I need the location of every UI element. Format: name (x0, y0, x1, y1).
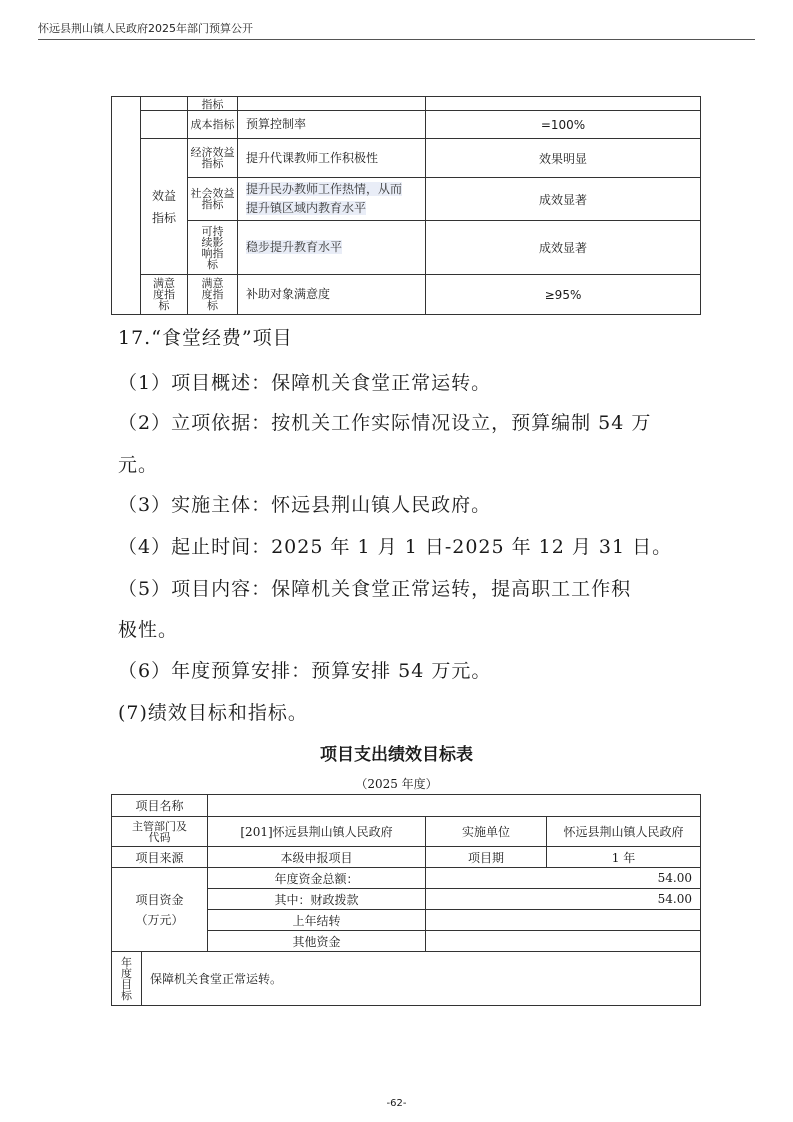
funds-unit-text: （万元） (135, 912, 184, 927)
performance-indicator-table (111, 96, 701, 315)
indicator-subtype: 满意度指标 (188, 275, 238, 315)
dept-label: 主管部门及代码 (112, 817, 208, 847)
period-value: 1 年 (547, 847, 701, 868)
project-basis-line1: （2）立项依据：按机关工作实际情况设立，预算编制 54 万 (118, 412, 652, 434)
indicator-value (426, 97, 701, 111)
dept-value: [201]怀远县荆山镇人民政府 (208, 817, 426, 847)
other-funds-value (426, 931, 701, 952)
header-divider (38, 39, 755, 40)
project-overview: （1）项目概述：保障机关食堂正常运转。 (118, 372, 492, 394)
funds-label (112, 868, 208, 952)
funds-label-text: 项目资金 (135, 892, 184, 907)
project-implementer: （3）实施主体：怀远县荆山镇人民政府。 (118, 494, 492, 516)
indicator-group-benefit: 效益指标 (141, 139, 188, 275)
other-funds-label: 其他资金 (208, 931, 426, 952)
indicator-name-text: 稳步提升教育水平 (246, 240, 343, 254)
carryover-value (426, 910, 701, 931)
indicator-name: 提升代课教师工作积极性 (238, 139, 426, 178)
project-basis-line2: 元。 (118, 454, 159, 476)
indicator-value: 成效显著 (426, 221, 701, 275)
table1-group-cell (141, 111, 188, 139)
total-funds-label: 年度资金总额： (208, 868, 426, 889)
indicator-name (238, 97, 426, 111)
indicator-group-satisfaction: 满意度指标 (141, 275, 188, 315)
fiscal-funds-label: 其中：财政拨款 (208, 889, 426, 910)
project-budget: （6）年度预算安排：预算安排 54 万元。 (118, 660, 492, 682)
indicator-name-line2: 提升镇区域内教育水平 (246, 201, 367, 215)
indicator-subtype: 可持续影响指标 (188, 221, 238, 275)
project-name-value (208, 795, 701, 817)
table1-group-cell (141, 97, 188, 111)
page-number: -62- (386, 1098, 407, 1109)
table2-subtitle: （2025 年度） (355, 777, 438, 791)
indicator-value: ≥95% (426, 275, 701, 315)
impl-unit-label: 实施单位 (426, 817, 547, 847)
project-period: （4）起止时间：2025 年 1 月 1 日-2025 年 12 月 31 日。 (118, 536, 673, 558)
table2-title: 项目支出绩效目标表 (320, 745, 473, 765)
indicator-name-line1: 提升民办教师工作热情，从而 (246, 182, 403, 196)
indicator-value: =100% (426, 111, 701, 139)
page-header-title: 怀远县荆山镇人民政府2025年部门预算公开 (38, 22, 253, 35)
annual-goal-label: 年度目标 (112, 952, 142, 1006)
period-label: 项目期 (426, 847, 547, 868)
indicator-value: 效果明显 (426, 139, 701, 178)
indicator-subtype: 经济效益指标 (188, 139, 238, 178)
project-goals: (7)绩效目标和指标。 (118, 702, 308, 724)
indicator-subtype: 社会效益指标 (188, 178, 238, 221)
expenditure-target-table (111, 794, 701, 1006)
source-label: 项目来源 (112, 847, 208, 868)
impl-unit-value: 怀远县荆山镇人民政府 (547, 817, 701, 847)
project-heading: 17.“食堂经费”项目 (118, 327, 293, 349)
source-value: 本级申报项目 (208, 847, 426, 868)
table1-first-column (112, 97, 141, 315)
fiscal-funds-value: 54.00 (426, 889, 701, 910)
carryover-label: 上年结转 (208, 910, 426, 931)
indicator-subtype: 成本指标 (188, 111, 238, 139)
indicator-name: 补助对象满意度 (238, 275, 426, 315)
project-name-label: 项目名称 (112, 795, 208, 817)
project-content-line2: 极性。 (118, 619, 179, 641)
indicator-name (238, 178, 426, 221)
annual-goal-value: 保障机关食堂正常运转。 (142, 952, 701, 1006)
indicator-name (238, 221, 426, 275)
indicator-subtype: 指标 (188, 97, 238, 111)
total-funds-value: 54.00 (426, 868, 701, 889)
indicator-value: 成效显著 (426, 178, 701, 221)
project-content-line1: （5）项目内容：保障机关食堂正常运转，提高职工工作积 (118, 578, 632, 600)
indicator-name: 预算控制率 (238, 111, 426, 139)
